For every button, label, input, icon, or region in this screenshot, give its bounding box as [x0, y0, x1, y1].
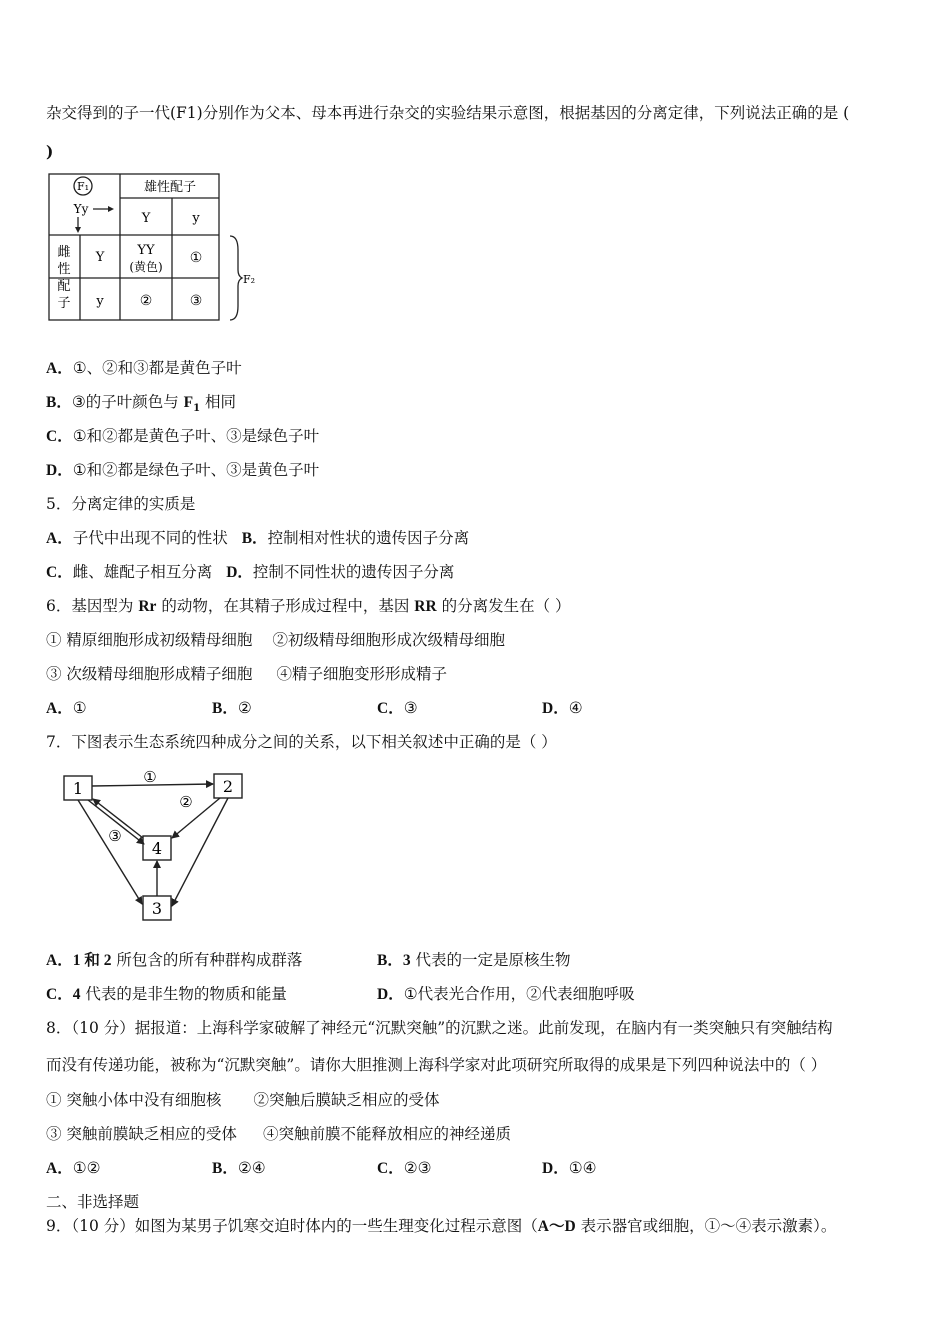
option-text: 所包含的所有种群构成群落: [111, 951, 303, 969]
f-subscript: 1: [193, 403, 201, 415]
option-label: D．: [226, 564, 253, 581]
q6-option-b: [212, 698, 252, 719]
q9-text: 如图为某男子饥寒交迫时体内的一些生理变化过程示意图（: [134, 1217, 538, 1235]
q8-text: 据报道：上海科学家破解了神经元“沉默突触”的沉默之迷。此前发现，在脑内有一类突触只有突触结构: [134, 1019, 833, 1037]
option-number: 3: [402, 952, 411, 969]
q8-option-a: [46, 1158, 101, 1179]
q6-option-d: [542, 698, 583, 719]
q9-text: 表示器官或细胞，①～④表示激素）。: [575, 1217, 837, 1235]
statement: ④突触前膜不能释放相应的神经递质: [262, 1125, 511, 1143]
female-header-3: 配: [57, 279, 71, 294]
option-text: 代表的一定是原核生物: [410, 951, 571, 969]
option-label: C．: [46, 564, 73, 581]
col-Y: Y: [141, 211, 151, 226]
option-text: ③的子叶颜色与: [71, 393, 184, 411]
statement: ②突触后膜缺乏相应的受体: [253, 1091, 440, 1109]
option-text: ①和②都是黄色子叶、③是绿色子叶: [72, 427, 320, 445]
option-label: D．: [46, 462, 73, 479]
section-heading: 二、非选择题: [46, 1193, 140, 1211]
row-y: y: [96, 294, 104, 309]
option-label: A．: [46, 952, 73, 969]
option-label: D．: [377, 986, 404, 1003]
q4-option-a: [46, 358, 242, 379]
cell-3: ③: [189, 293, 203, 309]
node-4: 4: [151, 839, 163, 858]
statement: ④精子细胞变形形成精子: [276, 665, 447, 683]
q9-score: （10 分）: [71, 1217, 135, 1235]
f2-label: F₂: [243, 273, 256, 286]
option-label: D．: [542, 700, 569, 717]
cell-1: ①: [189, 250, 203, 266]
q6-option-c: [377, 698, 418, 719]
q8-statements-34: [46, 1124, 511, 1144]
q8-stem-line1: [46, 1018, 833, 1038]
statement: ① 突触小体中没有细胞核: [46, 1091, 222, 1109]
f1-genotype: Yy: [73, 202, 89, 216]
arrow-1-to-3: [78, 800, 142, 904]
option-text: ②③: [403, 1159, 432, 1177]
q8-stem-line2: 而没有传递功能，被称为“沉默突触”。请你大胆推测上海科学家对此项研究所取得的成果是下列四种说法中的（ ）: [46, 1056, 827, 1074]
f1-label: F₁: [76, 180, 90, 193]
option-text: 子代中出现不同的性状: [72, 529, 228, 547]
option-label: C．: [377, 1160, 404, 1177]
option-label: A．: [46, 360, 73, 377]
q8-statements-12: [46, 1090, 439, 1110]
q7-option-b: [377, 950, 571, 971]
q6-stem: [46, 596, 571, 617]
option-text: ①和②都是绿色子叶、③是黄色子叶: [72, 461, 320, 479]
q7-text: 下图表示生态系统四种成分之间的关系，以下相关叙述中正确的是（ ）: [71, 733, 557, 751]
statement: ① 精原细胞形成初级精母细胞: [46, 631, 253, 649]
option-text: ①④: [568, 1159, 597, 1177]
option-label: C．: [46, 428, 73, 445]
q5-number: 5．: [46, 495, 72, 513]
statement: ③ 次级精母细胞形成精子细胞: [46, 665, 253, 683]
option-text: 控制相对性状的遗传因子分离: [267, 529, 470, 547]
q8-score: （10 分）: [71, 1019, 135, 1037]
cell-YY: YY: [137, 243, 155, 258]
option-text: ①代表光合作用，②代表细胞呼吸: [403, 985, 635, 1003]
option-label: B．: [241, 530, 268, 547]
cell-YY-note: (黄色): [129, 260, 163, 274]
option-label: A．: [46, 700, 73, 717]
option-label: A．: [46, 530, 73, 547]
q4-option-d: [46, 460, 319, 481]
ecosystem-diagram: [60, 764, 250, 926]
q4-stem-line2: ): [46, 142, 54, 161]
q7-option-a: [46, 950, 302, 971]
option-label: C．: [377, 700, 404, 717]
f2-brace: [230, 236, 242, 320]
option-text: 控制不同性状的遗传因子分离: [252, 563, 455, 581]
q9-range: A～D: [537, 1218, 576, 1235]
arrow-label-3: ③: [108, 827, 122, 845]
q5-options-ab: [46, 528, 469, 549]
q9-number: 9．: [46, 1217, 72, 1235]
arrow-label-1: ①: [143, 768, 157, 786]
node-3: 3: [151, 899, 163, 918]
genotype-rr: Rr: [138, 598, 157, 615]
option-text: 代表的是非生物的物质和能量: [80, 985, 287, 1003]
col-y: y: [192, 211, 200, 226]
female-header-4: 子: [57, 296, 71, 311]
option-text: ①、②和③都是黄色子叶: [72, 359, 242, 377]
option-number: 4: [72, 986, 81, 1003]
q8-option-c: [377, 1158, 432, 1179]
q7-number: 7．: [46, 733, 72, 751]
q8-option-b: [212, 1158, 266, 1179]
row-Y: Y: [95, 250, 105, 265]
option-text: ②: [237, 699, 252, 717]
q6-option-a: [46, 698, 87, 719]
cell-2: ②: [139, 293, 153, 309]
option-label: D．: [542, 1160, 569, 1177]
genotype-RR: RR: [414, 598, 437, 615]
arrow-label-2: ②: [179, 793, 193, 811]
q9-stem: [46, 1216, 836, 1237]
q6-text: 基因型为: [71, 597, 139, 615]
q8-option-d: [542, 1158, 597, 1179]
option-text: ①②: [72, 1159, 101, 1177]
option-text: ①: [72, 699, 87, 717]
statement: ②初级精母细胞形成次级精母细胞: [272, 631, 505, 649]
option-label: C．: [46, 986, 73, 1003]
q8-number: 8．: [46, 1019, 72, 1037]
q4-option-b: [46, 392, 236, 419]
female-header-1: 雌: [57, 245, 71, 260]
option-label: B．: [377, 952, 403, 969]
option-label: B．: [212, 1160, 238, 1177]
node-1: 1: [72, 779, 84, 798]
q6-statements-12: [46, 630, 505, 650]
punnett-square-figure: [46, 170, 256, 326]
option-text: 雌、雄配子相互分离: [72, 563, 213, 581]
q5-stem: [46, 494, 195, 514]
option-text: ③: [403, 699, 418, 717]
q4-option-c: [46, 426, 319, 447]
q5-text: 分离定律的实质是: [71, 495, 196, 513]
option-text-end: 相同: [200, 393, 237, 411]
f-symbol: F: [183, 394, 194, 411]
q5-options-cd: [46, 562, 454, 583]
male-gamete-header: 雄性配子: [143, 180, 197, 195]
q6-text: 的动物，在其精子形成过程中，基因: [156, 597, 415, 615]
node-2: 2: [222, 777, 234, 796]
option-label: B．: [212, 700, 238, 717]
option-text: ④: [568, 699, 583, 717]
q4-stem-line1: 杂交得到的子一代(F1)分别作为父本、母本再进行杂交的实验结果示意图，根据基因的分离定律，下列说法正确的是 (: [46, 104, 850, 122]
option-number: 1 和 2: [72, 952, 112, 969]
q7-stem: [46, 732, 557, 752]
q6-text: 的分离发生在（ ）: [436, 597, 571, 615]
option-text: ②④: [237, 1159, 266, 1177]
female-header-2: 性: [57, 262, 71, 277]
q6-number: 6．: [46, 597, 72, 615]
q6-statements-34: [46, 664, 447, 684]
q7-option-d: [377, 984, 635, 1005]
option-label: A．: [46, 1160, 73, 1177]
option-label: B．: [46, 394, 72, 411]
statement: ③ 突触前膜缺乏相应的受体: [46, 1125, 237, 1143]
q7-option-c: [46, 984, 287, 1005]
